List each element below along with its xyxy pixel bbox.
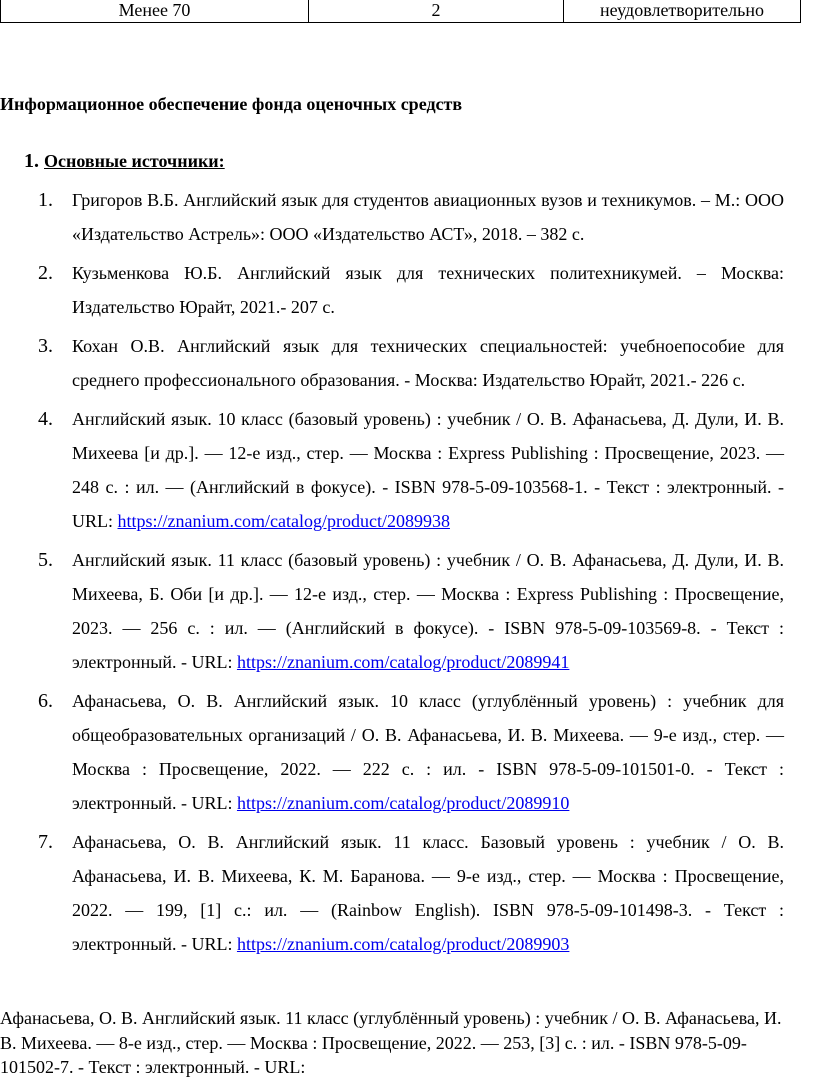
grading-table [0, 0, 801, 23]
list-item [0, 183, 784, 251]
item-text: Григоров В.Б. Английский язык для студентов авиационных вузов и техникумов. – М.: ООО «Издательство Астрель»: ООО «Издательство АСТ», 2018. – 382 с. [72, 190, 784, 244]
item-number: 5. [38, 549, 53, 571]
item-number: 2. [38, 262, 53, 284]
table-cell: неудовлетворительно [564, 0, 801, 23]
item-text: Английский язык. 11 класс (базовый уровень) : учебник / О. В. Афанасьева, Д. Дули, И. В. Михеева, Б. Оби [и др.]. — 12-е изд., стер. — Москва : Express Publishing : Просвещение, 2023. — 256 с. : ил. — (Английский в фокусе). - ISBN 978-5-09-103569-8. - Текст : электронный. - URL: [72, 550, 784, 672]
list-item [0, 329, 784, 397]
item-number: 3. [38, 335, 53, 357]
list-item [0, 256, 784, 324]
subsection-number: 1. [24, 150, 39, 172]
table-cell: 2 [309, 0, 564, 23]
subsection-title [24, 150, 225, 173]
table-row [1, 0, 801, 23]
item-number: 4. [38, 408, 53, 430]
sources-list [0, 183, 784, 966]
item-link[interactable]: https://znanium.com/catalog/product/2089903 [236, 934, 570, 954]
item-number: 6. [38, 690, 53, 712]
list-item [0, 684, 784, 820]
item-text: Английский язык. 10 класс (базовый уровень) : учебник / О. В. Афанасьева, Д. Дули, И. В. Михеева [и др.]. — 12-е изд., стер. — Москва : Express Publishing : Просвещение, 2023. — 248 с. : ил. — (Английский в фокусе). - ISBN 978-5-09-103568-1. - Текст : электронный. - URL: [72, 409, 784, 531]
trailing-reference: Афанасьева, О. В. Английский язык. 11 класс (углублённый уровень) : учебник / О. В. Афанасьева, И. В. Михеева. — 8-е изд., стер. — Москва : Просвещение, 2022. — 253, [3] с. : ил. - ISBN 978-5-09-101502-7. - Текст : электронный. - URL: [0, 1008, 782, 1077]
item-text: Афанасьева, О. В. Английский язык. 11 класс. Базовый уровень : учебник / О. В. Афанасьева, И. В. Михеева, К. М. Баранова. — 9-е изд., стер. — Москва : Просвещение, 2022. — 199, [1] с.: ил. — (Rainbow English). ISBN 978-5-09-101498-3. - Текст : электронный. - URL: [72, 832, 784, 954]
item-number: 1. [38, 189, 53, 211]
item-text: Кохан О.В. Английский язык для технических специальностей: учебноепособие для среднего профессионального образования. - Москва: Издательство Юрайт, 2021.- 226 с. [72, 336, 784, 390]
table-cell: Менее 70 [1, 0, 309, 23]
item-number: 7. [38, 831, 53, 853]
subsection-label: Основные источники: [44, 151, 225, 171]
list-item [0, 825, 784, 961]
section-heading: Информационное обеспечение фонда оценочных средств [0, 94, 463, 114]
list-item [0, 543, 784, 679]
item-link[interactable]: https://znanium.com/catalog/product/2089941 [236, 652, 570, 672]
item-text: Афанасьева, О. В. Английский язык. 10 класс (углублённый уровень) : учебник для общеобразовательных организаций / О. В. Афанасьева, И. В. Михеева. — 9-е изд., стер. — Москва : Просвещение, 2022. — 222 с. : ил. - ISBN 978-5-09-101501-0. - Текст : электронный. - URL: [72, 691, 784, 813]
item-link[interactable]: https://znanium.com/catalog/product/2089938 [117, 511, 450, 531]
item-link[interactable]: https://znanium.com/catalog/product/2089910 [236, 793, 570, 813]
list-item [0, 402, 784, 538]
item-text: Кузьменкова Ю.Б. Английский язык для технических политехникумей. – Москва: Издательство Юрайт, 2021.- 207 с. [72, 263, 784, 317]
